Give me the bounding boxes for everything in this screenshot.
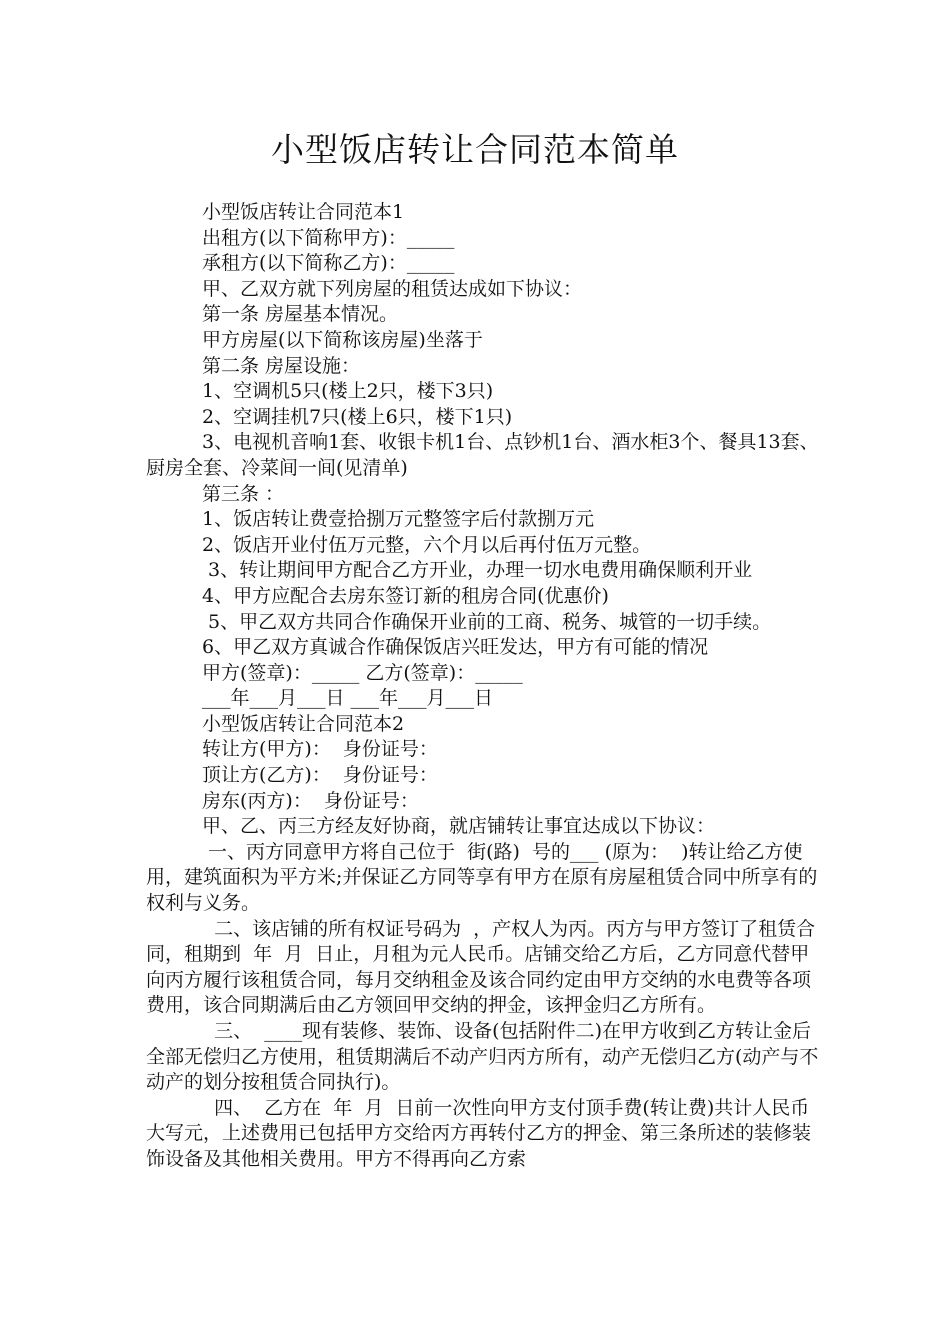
- section-heading: 小型饭店转让合同范本2: [202, 712, 405, 735]
- paragraph: 3、转让期间甲方配合乙方开业，办理一切水电费用确保顺利开业: [202, 559, 753, 582]
- paragraph: 2、空调挂机7只(楼上6只，楼下1只): [202, 405, 513, 428]
- paragraph: 2、饭店开业付伍万元整，六个月以后再付伍万元整。: [202, 533, 652, 556]
- date-line: ___年___月___日 ___年___月___日: [202, 687, 494, 710]
- document-title: 小型饭店转让合同范本简单: [271, 130, 679, 169]
- paragraph: 甲、乙、丙三方经友好协商，就店铺转让事宜达成以下协议：: [202, 815, 716, 838]
- signature-line: 甲方(签章)：_____ 乙方(签章)：_____: [202, 661, 523, 684]
- paragraph: 第一条 房屋基本情况。: [202, 303, 399, 326]
- paragraph: 四、 乙方在 年 月 日前一次性向甲方支付顶手费(转让费)共计人民币大写元，上述费用已包括甲方交给丙方再转付乙方的押金、第三条所述的装修装饰设备及其他相关费用。甲方不得再向乙方索: [146, 1096, 812, 1170]
- paragraph: 转让方(甲方)： 身份证号：: [202, 738, 438, 761]
- paragraph: 第三条 ：: [202, 482, 285, 505]
- paragraph: 三、 ____现有装修、装饰、设备(包括附件二)在甲方收到乙方转让金后全部无偿归乙方使用，租赁期满后不动产归丙方所有，动产无偿归乙方(动产与不动产的划分按租赁合同执行)。: [146, 1020, 819, 1094]
- paragraph: 小型饭店转让合同范本1: [202, 201, 405, 223]
- paragraph: 房东(丙方)： 身份证号：: [202, 789, 419, 812]
- paragraph: 承租方(以下简称乙方)：_____: [202, 252, 455, 275]
- paragraph: 1、空调机5只(楼上2只，楼下3只): [202, 380, 494, 403]
- paragraph: 出租方(以下简称甲方)：_____: [202, 226, 455, 249]
- paragraph: 二、该店铺的所有权证号码为 ，产权人为丙。丙方与甲方签订了租赁合同，租期到 年 月 日止，月租为元人民币。店铺交给乙方后，乙方同意代替甲向丙方履行该租赁合同，每月交纳租金及该合同约定由甲方交纳的水电费等各项费用，该合同期满后由乙方领回甲交纳的押金，该押金归乙方所有。: [146, 917, 816, 1017]
- paragraph: 第二条 房屋设施：: [202, 354, 361, 377]
- paragraph: 甲、乙双方就下列房屋的租赁达成如下协议：: [202, 277, 583, 300]
- document-body: [146, 200, 826, 1173]
- paragraph: 6、甲乙双方真诚合作确保饭店兴旺发达，甲方有可能的情况: [202, 636, 709, 659]
- paragraph: 3、电视机音响1套、收银卡机1台、点钞机1台、酒水柜3个、餐具13套、厨房全套、冷菜间一间(见清单): [146, 431, 819, 479]
- paragraph: 甲方房屋(以下简称该房屋)坐落于: [202, 328, 483, 351]
- paragraph: 4、甲方应配合去房东签订新的租房合同(优惠价): [202, 584, 609, 607]
- paragraph: 一、丙方同意甲方将自己位于 街(路) 号的___ (原为： )转让给乙方使用，建筑面积为平方米;并保证乙方同等享有甲方在原有房屋租赁合同中所享有的权利与义务。: [146, 840, 818, 915]
- paragraph: 1、饭店转让费壹拾捌万元整签字后付款捌万元: [202, 508, 595, 531]
- paragraph: 顶让方(乙方)： 身份证号：: [202, 764, 438, 787]
- paragraph: 5、甲乙双方共同合作确保开业前的工商、税务、城管的一切手续。: [202, 610, 772, 633]
